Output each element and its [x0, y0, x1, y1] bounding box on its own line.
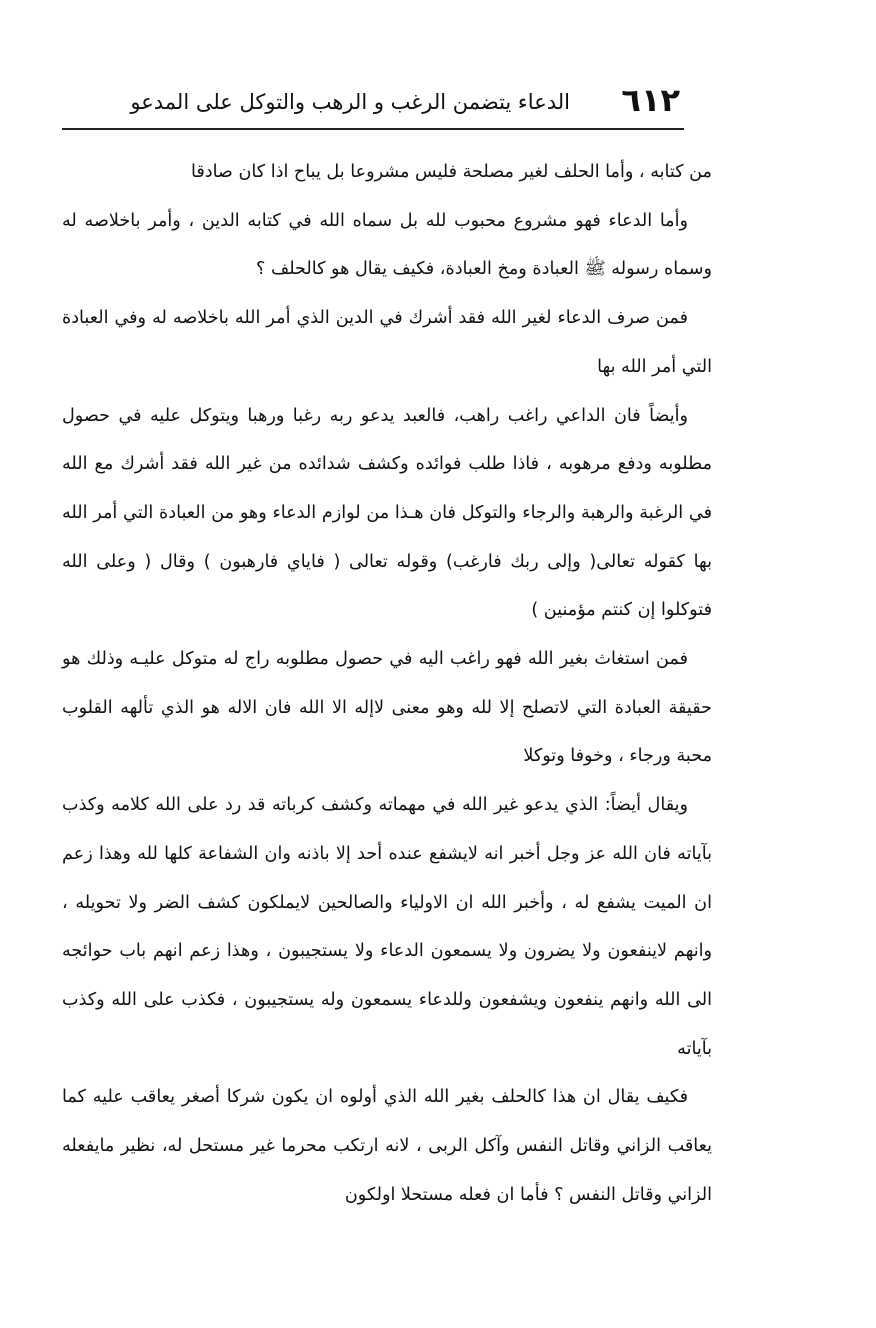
paragraph: وأما الدعاء فهو مشروع محبوب لله بل سماه الله في كتابه الدين ، وأمر باخلاصه له وسماه رسوله ﷺ العبادة ومخ العبادة، فكيف يقال هو كالحلف ؟: [62, 210, 712, 280]
paragraph: ويقال أيضاً: الذي يدعو غير الله في مهماته وكشف كرباته قد رد على الله كلامه وكذب بآياته فان الله عز وجل أخبر انه لايشفع عنده أحد إلا باذنه وان الشفاعة كلها لله وهذا زعم ان الميت يشفع له ، وأخبر الله ان الاولياء والصالحين لايملكون كشف الضر ولا تحويله ، وانهم لاينفعون ولا يضرون ولا يسمعون الدعاء ولا يستجيبون ، وهذا زعم انهم باب حوائجه الى الله وانهم ينفعون ويشفعون وللدعاء يسمعون وله يستجيبون ، فكذب على الله وكذب بآياته: [62, 795, 712, 1059]
running-title: الدعاء يتضمن الرغب و الرهب والتوكل على المدعو: [130, 90, 570, 114]
header-divider: [62, 128, 684, 130]
body-text: [62, 148, 712, 1219]
page-number: ٦١٢: [621, 81, 680, 119]
paragraph: من كتابه ، وأما الحلف لغير مصلحة فليس مشروعا بل يباح اذا كان صادقا: [190, 162, 712, 182]
paragraph: فمن استغاث بغير الله فهو راغب اليه في حصول مطلوبه راج له متوكل عليـه وذلك هو حقيقة العبادة التي لاتصلح إلا لله وهو معنى لاإله الا الله فان الاله هو الذي تألهه القلوب محبة ورجاء ، وخوفا وتوكلا: [62, 649, 712, 767]
page-header: [130, 78, 680, 126]
paragraph: فمن صرف الدعاء لغير الله فقد أشرك في الدين الذي أمر الله باخلاصه له وفي العبادة التي أمر الله بها: [62, 308, 712, 377]
paragraph: فكيف يقال ان هذا كالحلف بغير الله الذي أولوه ان يكون شركا أصغر يعاقب عليه كما يعاقب الزاني وقاتل النفس وآكل الربى ، لانه ارتكب محرما غير مستحل له، نظير مايفعله الزاني وقاتل النفس ؟ فأما ان فعله مستحلا اولكون: [62, 1087, 712, 1205]
paragraph: وأيضاً فان الداعي راغب راهب، فالعبد يدعو ربه رغبا ورهبا ويتوكل عليه في حصول مطلوبه ودفع مرهوبه ، فاذا طلب فوائده وكشف شدائده من غير الله فقد أشرك مع الله في الرغبة والرهبة والرجاء والتوكل فان هـذا من لوازم الدعاء وهو من العبادة التي أمر الله بها كقوله تعالى( وإلى ربك فارغب) وقوله تعالى ( فاياي فارهبون ) وقال ( وعلى الله فتوكلوا إن كنتم مؤمنين ): [62, 405, 712, 621]
